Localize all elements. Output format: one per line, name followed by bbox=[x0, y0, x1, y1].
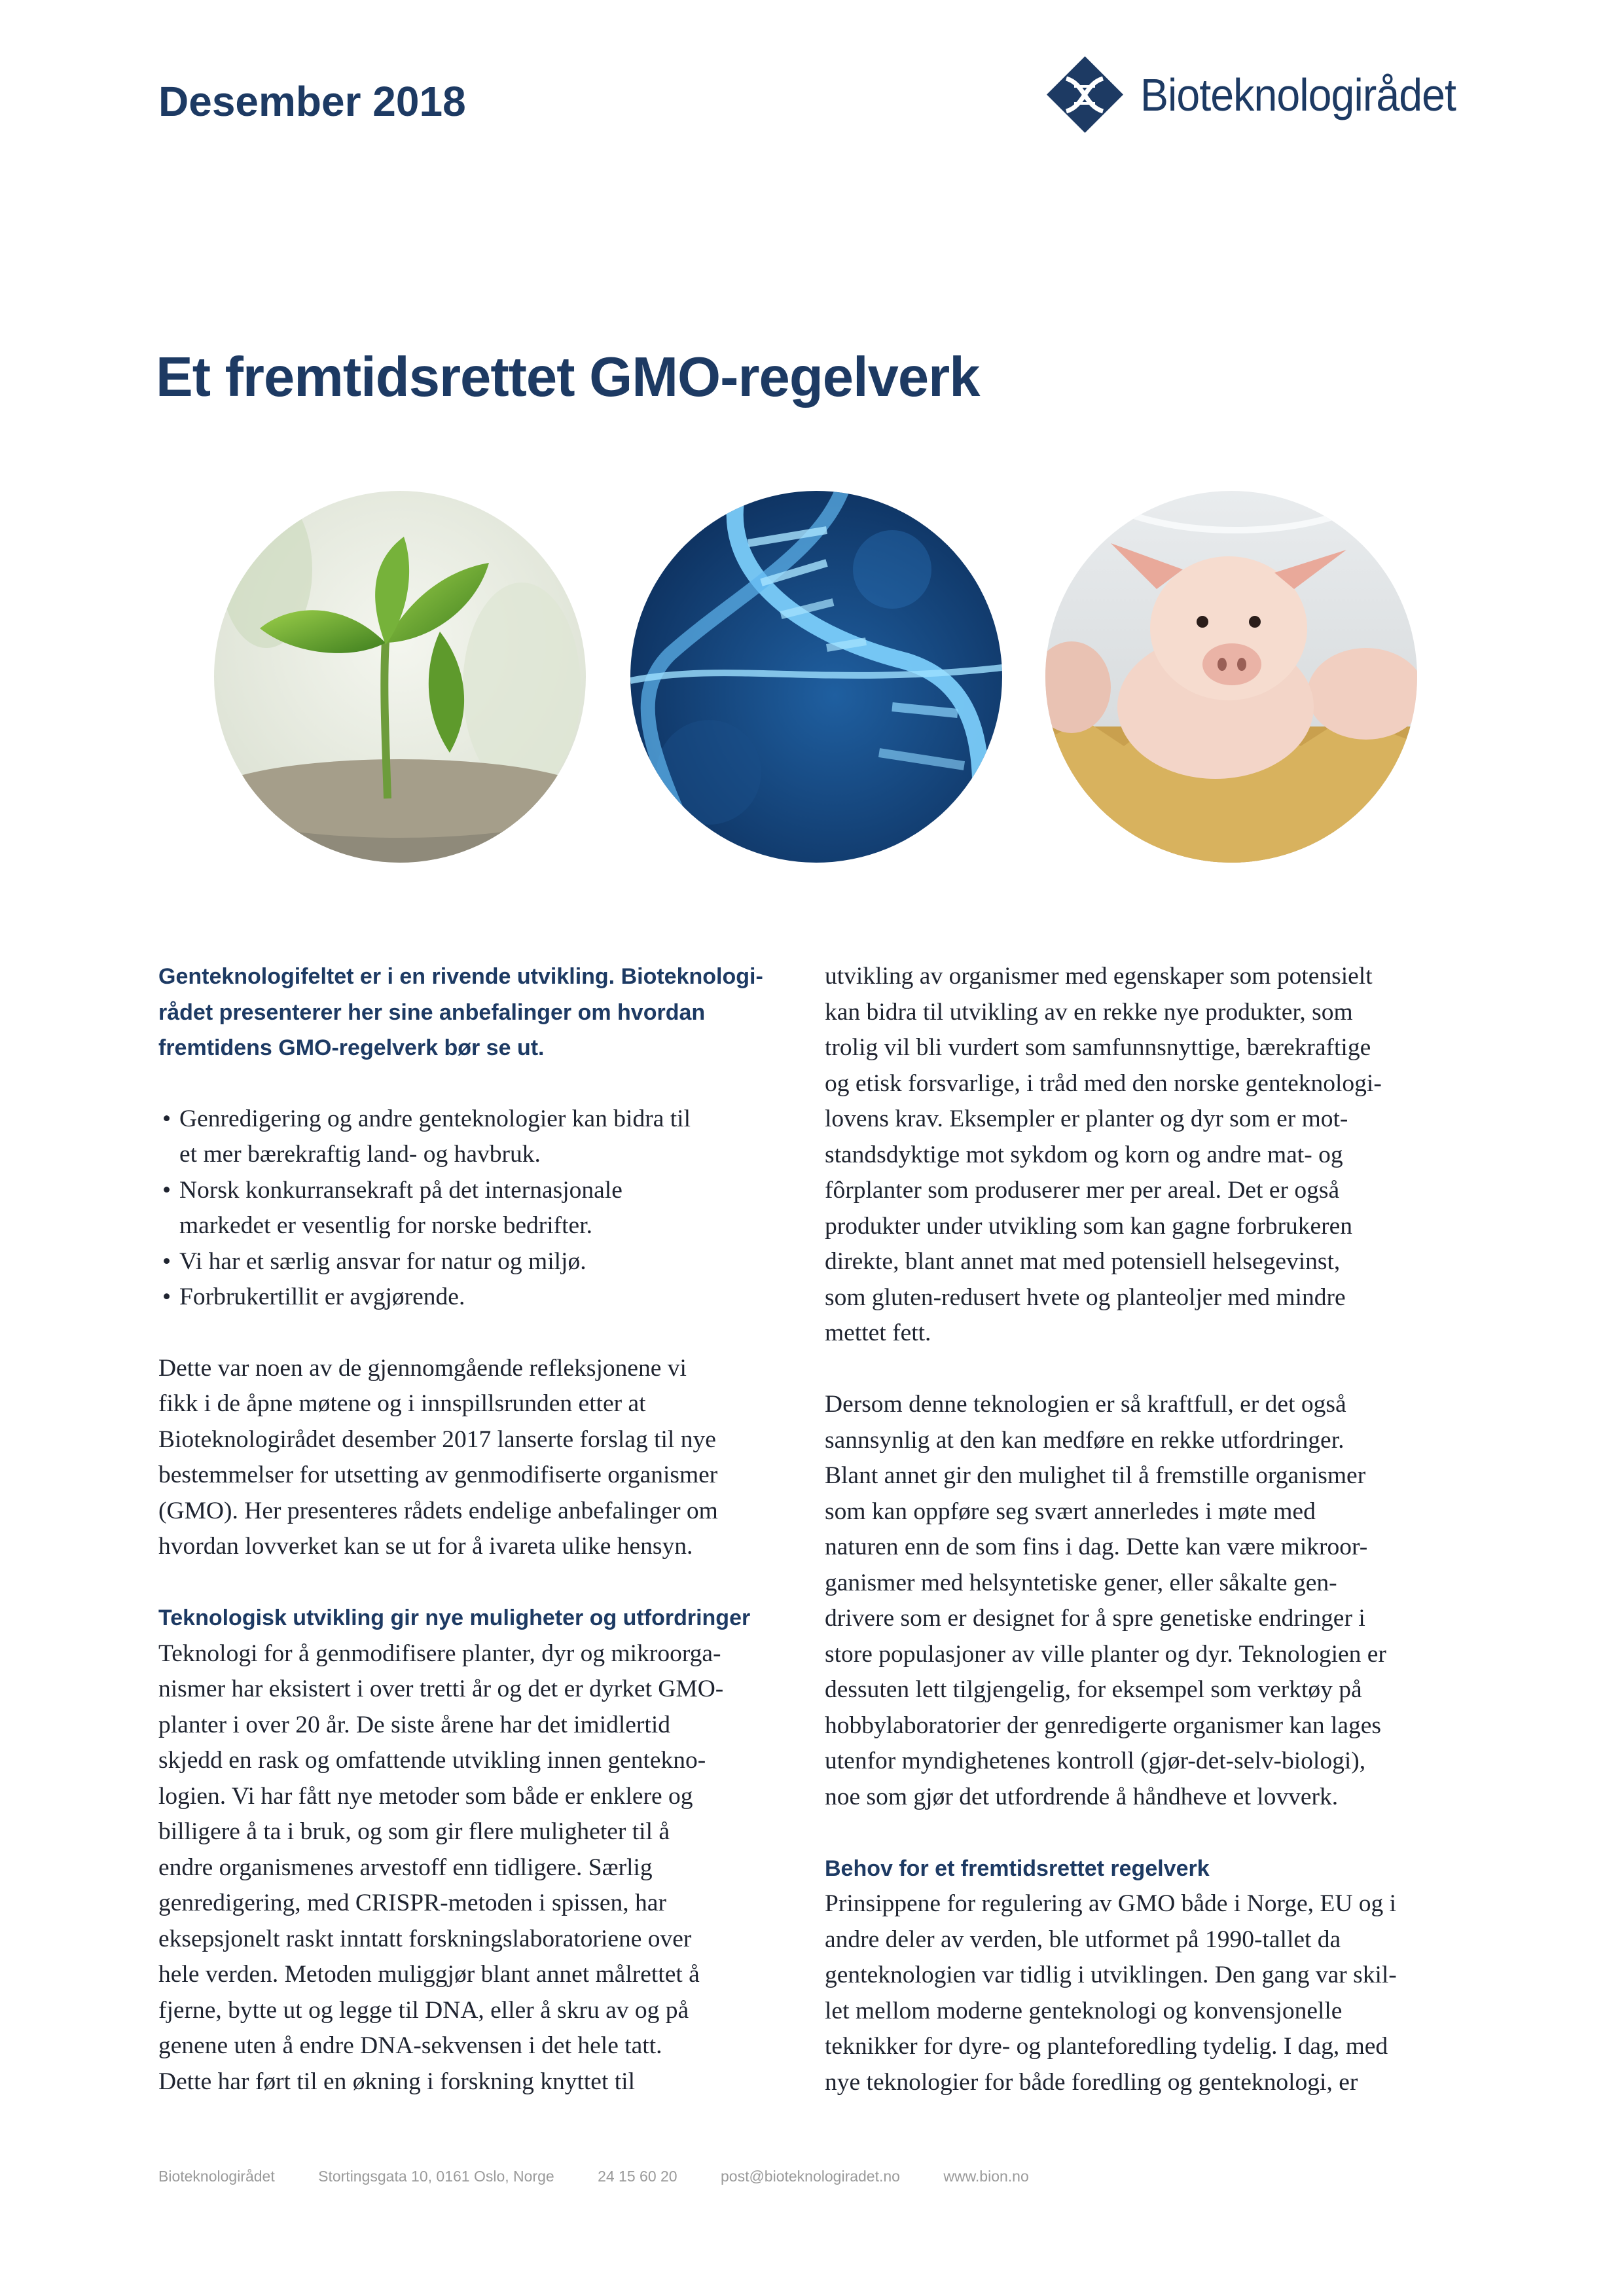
bullet-icon: • bbox=[162, 1176, 171, 1204]
footer bbox=[158, 2168, 1068, 2185]
lead-line: fremtidens GMO-regelverk bør se ut. bbox=[158, 1035, 545, 1060]
list-item: • Norsk konkurransekraft på det internasjonale markedet er vesentlig for norske bedrifter. bbox=[158, 1173, 803, 1244]
logo[interactable] bbox=[1044, 54, 1483, 135]
list-item: • Vi har et særlig ansvar for natur og miljø. bbox=[158, 1244, 803, 1280]
section-heading: Behov for et fremtidsrettet regelverk bbox=[825, 1856, 1210, 1881]
issue-date: Desember 2018 bbox=[158, 78, 466, 125]
footer-phone: 24 15 60 20 bbox=[598, 2168, 677, 2185]
lead-text bbox=[158, 959, 803, 1066]
list-item: • Genredigering og andre genteknologier kan bidra til et mer bærekraftig land- og havbruk. bbox=[158, 1102, 803, 1173]
lead-line: Genteknologifeltet er i en rivende utvikling. Bioteknologi- bbox=[158, 964, 763, 989]
right-column bbox=[825, 959, 1470, 2100]
footer-org: Bioteknologirådet bbox=[158, 2168, 275, 2185]
body-paragraph: Dersom denne teknologien er så kraftfull, er det også sannsynlig at den kan medføre en rekke utfordringer. Blant annet gir den mulighet til å fremstille organismer som kan oppføre seg svært annerledes i møte med naturen enn de som fins i dag. Dette kan være mikroor- ganismer med helsyntetiske gener, eller såkalte gen- drivere som er designet for å spre genetiske endringer i store populasjoner av ville planter og dyr. Teknologien er dessuten lett tilgjengelig, for eksempel som verktøy på hobbylaboratorier der genredigerte organismer kan lages utenfor myndighetenes kontroll (gjør-det-selv-biologi), noe som gjør det utfordrende å håndheve et lovverk. bbox=[825, 1391, 1386, 1810]
bullet-icon: • bbox=[162, 1247, 171, 1275]
bullet-icon: • bbox=[162, 1283, 171, 1310]
list-item: • Forbrukertillit er avgjørende. bbox=[158, 1280, 803, 1316]
recommendation-list bbox=[158, 1102, 803, 1316]
lead-line: rådet presenterer her sine anbefalinger om hvordan bbox=[158, 999, 706, 1025]
pigs-in-straw-photo bbox=[1045, 491, 1417, 863]
body-paragraph: Prinsippene for regulering av GMO både i Norge, EU og i andre deler av verden, ble utformet på 1990-tallet da genteknologien var tidlig i utviklingen. Den gang var skil- let mellom moderne genteknologi og konvensjonelle teknikker for dyre- og planteforedling tydelig. I dag, med nye teknologier for både foredling og genteknologi, er bbox=[825, 1890, 1397, 2096]
section-heading: Teknologisk utvikling gir nye muligheter og utfordringer bbox=[158, 1605, 751, 1630]
plant-seedling-photo bbox=[214, 491, 586, 863]
footer-address: Stortingsgata 10, 0161 Oslo, Norge bbox=[318, 2168, 554, 2185]
intro-paragraph: Dette var noen av de gjennomgående refleksjonene vi fikk i de åpne møtene og i innspillsrunden etter at Bioteknologirådet desember 2017 lanserte forslag til nye bestemmelser for utsetting av genmodifiserte organismer (GMO). Her presenteres rådets endelige anbefalinger om hvordan lovverket kan se ut for å ivareta ulike hensyn. bbox=[158, 1354, 718, 1560]
page-title: Et fremtidsrettet GMO-regelverk bbox=[156, 346, 980, 408]
logo-text: Bioteknologirådet bbox=[1140, 69, 1456, 120]
bion-logo-icon bbox=[1044, 54, 1126, 135]
body-paragraph: utvikling av organismer med egenskaper som potensielt kan bidra til utvikling av en rekke nye produkter, som trolig vil bli vurdert som samfunnsnyttige, bærekraftige og etisk forsvarlige, i tråd med den norske genteknologi- lovens krav. Eksempler er planter og dyr som er mot- standsdyktige mot sykdom og korn og andre mat- og fôrplanter som produserer mer per areal. Det er også produkter under utvikling som kan gagne forbrukeren direkte, blant annet mat med potensiell helsegevinst, som gluten-redusert hvete og planteoljer med mindre mettet fett. bbox=[825, 963, 1382, 1346]
bullet-icon: • bbox=[162, 1105, 171, 1132]
left-column bbox=[158, 959, 803, 2100]
dna-helix-image bbox=[630, 491, 1002, 863]
body-paragraph: Teknologi for å genmodifisere planter, dyr og mikroorga- nismer har eksistert i over tretti år og det er dyrket GMO- planter i over 20 år. De siste årene har det imidlertid skjedd en rask og omfattende utvikling innen genteknо- logien. Vi har fått nye metoder som både er enklere og billigere å ta i bruk, og som gir flere muligheter til å endre organismenes arvestoff enn tidligere. Særlig genredigering, med CRISPR-metoden i spissen, har eksepsjonelt raskt inntatt forskningslaboratoriene over hele verden. Metoden muliggjør blant annet målrettet å fjerne, bytte ut og legge til DNA, eller å skru av og på genene uten å endre DNA-sekvensen i det hele tatt. Dette har ført til en økning i forskning knyttet til bbox=[158, 1640, 724, 2095]
footer-email-link[interactable]: post@bioteknologiradet.no bbox=[720, 2168, 900, 2185]
footer-web-link[interactable]: www.bion.no bbox=[943, 2168, 1029, 2185]
